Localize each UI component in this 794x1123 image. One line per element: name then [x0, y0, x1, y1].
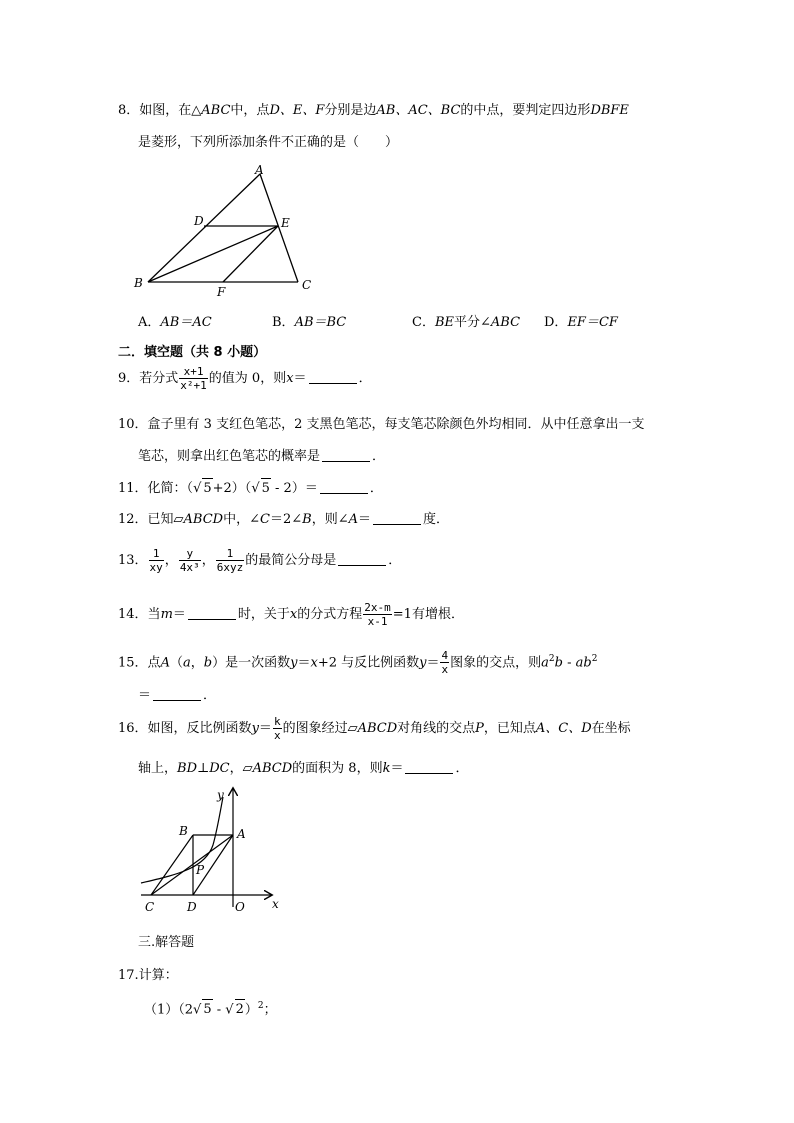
q10-answer-blank [322, 447, 370, 462]
q8-option-b: B．AB＝BC [272, 315, 347, 330]
label-a: A [237, 827, 246, 841]
q16-line2: 轴上，BD⊥DC，▱ABCD的面积为 8，则k＝ ． [138, 761, 469, 776]
label-p: P [196, 863, 205, 877]
label-y: y [217, 788, 224, 802]
q11-answer-blank [320, 479, 368, 494]
label-d: D [194, 214, 204, 228]
label-o: O [235, 900, 245, 914]
edge-ac [260, 174, 298, 282]
q10-line1: 10．盒子里有 3 支红色笔芯，2 支黑色笔芯，每支笔芯除颜色外均相同．从中任意拿出一支 [118, 417, 645, 432]
q15-fraction: $\frac{4}{x}$ [441, 649, 449, 677]
q8-triangle-figure [130, 160, 330, 300]
hyperbola-curve [141, 797, 223, 883]
label-d: D [187, 900, 197, 914]
q16-line1: 16．如图，反比例函数y＝ $\frac{k}{x}$ 的图象经过▱ABCD对角线的交点P，已知点A、C、D在坐标 [118, 715, 631, 742]
q8-line2: 是菱形，下列所添加条件不正确的是（ ） [138, 135, 399, 150]
q13-answer-blank [338, 551, 386, 566]
q9: 9．若分式 $\frac{x+1}{\text{x²+1}}$ 的值为 0，则x＝ ． [118, 365, 372, 392]
section-2-heading: 二．填空题（共 8 小题） [118, 345, 267, 360]
q12-answer-blank [373, 510, 421, 525]
q13-fraction-3: $\frac{1}{\text{6xyz}}$ [216, 547, 244, 574]
label-c: C [145, 900, 155, 914]
q8-option-a: A．AB＝AC [138, 315, 212, 330]
q15-line2: ＝ ． [138, 688, 217, 703]
label-b: B [134, 276, 143, 290]
q15-answer-blank [153, 686, 201, 701]
segment-fe [223, 226, 278, 282]
q11: 11．化简：（√ 5+2）（√ 5 - 2）＝ ． [118, 478, 383, 499]
q17-part1: （1）（2√ 5 - √ 2）$^2$； [144, 996, 277, 1020]
q13-fraction-2: $\frac{y}{\text{4x³}}$ [179, 547, 200, 574]
q16-coordinate-figure [135, 783, 295, 915]
q14-answer-blank [188, 605, 236, 620]
section-3-heading: 三.解答题 [138, 935, 195, 950]
label-c: C [302, 278, 312, 292]
q8-line1: 8．如图，在△ABC中，点D、E、F分别是边AB、AC、BC的中点，要判定四边形DBFE [118, 103, 629, 118]
q13-fraction-1: $\frac{1}{xy}$ [149, 547, 163, 574]
label-e: E [281, 216, 290, 230]
edge-cb [151, 835, 193, 895]
q15-line1: 15．点A（a，b）是一次函数y＝x+2 与反比例函数y＝ $\frac{4}{x}$ 图象的交点，则$a^2b - ab^2$ [118, 649, 598, 677]
label-f: F [217, 285, 226, 299]
q9-answer-blank [309, 369, 357, 384]
q17-title: 17.计算： [118, 968, 178, 983]
q9-fraction: $\frac{x+1}{\text{x²+1}}$ [180, 365, 207, 392]
q8-option-d: D．EF＝CF [544, 315, 618, 330]
q13: 13． $\frac{1}{xy}$ ， $\frac{y}{\text{4x³}}$ ， $\frac{1}{\text{6xyz}}$ 的最简公分母是 ． [118, 547, 402, 574]
q14: 14．当m＝ 时，关于x的分式方程 $\frac{2x-m}{x-1}$ =1有增根． [118, 601, 464, 628]
q12: 12．已知▱ABCD中，∠C＝2∠B，则∠A＝ 度． [118, 512, 450, 527]
q8-option-c: C．BE平分∠ABC [412, 315, 521, 330]
q10-line2: 笔芯，则拿出红色笔芯的概率是 ． [138, 449, 386, 464]
label-x: x [272, 897, 279, 911]
edge-ab [148, 174, 260, 282]
label-b: B [179, 824, 188, 838]
q16-answer-blank [405, 759, 453, 774]
segment-be [148, 226, 278, 282]
q16-fraction: $\frac{k}{x}$ [273, 715, 281, 742]
label-a: A [255, 163, 264, 177]
q14-fraction: $\frac{2x-m}{x-1}$ [364, 601, 391, 628]
diagonal-ca [151, 835, 233, 895]
